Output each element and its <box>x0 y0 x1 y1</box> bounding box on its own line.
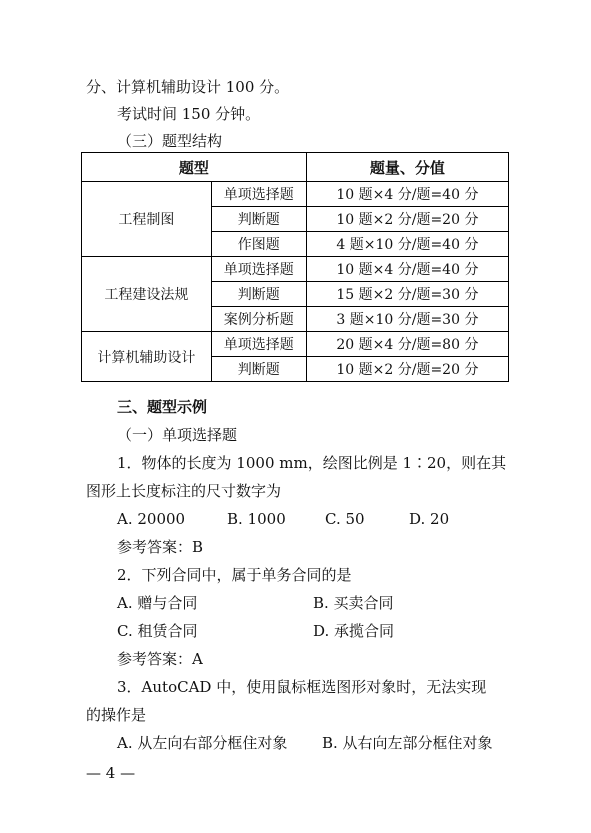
table-cell: 3 题×10 分/题=30 分 <box>306 307 508 332</box>
table-row <box>82 257 509 282</box>
answer-option: B. 从右向左部分框住对象 <box>322 734 493 752</box>
question-structure-table <box>81 152 509 382</box>
answer-option: A. 20000 <box>117 510 186 528</box>
text-line: 考试时间 150 分钟。 <box>117 105 261 123</box>
answer-option: D. 承揽合同 <box>313 622 395 640</box>
text-line: 分、计算机辅助设计 100 分。 <box>86 78 290 96</box>
answer-option: C. 50 <box>325 510 365 528</box>
table-cell: 单项选择题 <box>211 182 306 207</box>
table-cell: 判断题 <box>211 207 306 232</box>
section-subtitle: （一）单项选择题 <box>117 426 238 444</box>
table-cell: 作图题 <box>211 232 306 257</box>
question-text: 1．物体的长度为 1000 mm，绘图比例是 1∶20，则在其 <box>117 454 507 472</box>
table-header-cell: 题型 <box>82 153 307 182</box>
answer-option: D. 20 <box>409 510 450 528</box>
table-group-cell: 工程制图 <box>82 182 212 257</box>
answer-option: B. 1000 <box>227 510 286 528</box>
table-cell: 判断题 <box>211 357 306 382</box>
table-row <box>82 332 509 357</box>
table-header-row <box>82 153 509 182</box>
question-text: 的操作是 <box>86 706 147 724</box>
table-cell: 案例分析题 <box>211 307 306 332</box>
table-header-cell: 题量、分值 <box>306 153 508 182</box>
table-cell: 10 题×4 分/题=40 分 <box>306 257 508 282</box>
page-number: — 4 — <box>86 764 136 782</box>
table-cell: 单项选择题 <box>211 257 306 282</box>
answer-option: C. 租赁合同 <box>117 622 198 640</box>
table-cell: 4 题×10 分/题=40 分 <box>306 232 508 257</box>
table-cell: 15 题×2 分/题=30 分 <box>306 282 508 307</box>
answer-option: A. 从左向右部分框住对象 <box>117 734 288 752</box>
answer-option: B. 买卖合同 <box>313 594 394 612</box>
section-title: 三、题型示例 <box>117 398 208 416</box>
question-text: 2．下列合同中，属于单务合同的是 <box>117 566 352 584</box>
table-cell: 10 题×2 分/题=20 分 <box>306 357 508 382</box>
table-group-cell: 工程建设法规 <box>82 257 212 332</box>
table-cell: 10 题×4 分/题=40 分 <box>306 182 508 207</box>
table-cell: 20 题×4 分/题=80 分 <box>306 332 508 357</box>
table-group-cell: 计算机辅助设计 <box>82 332 212 382</box>
table-cell: 判断题 <box>211 282 306 307</box>
reference-answer: 参考答案：B <box>117 538 204 556</box>
table-cell: 单项选择题 <box>211 332 306 357</box>
question-text: 图形上长度标注的尺寸数字为 <box>86 482 282 500</box>
question-text: 3．AutoCAD 中，使用鼠标框选图形对象时，无法实现 <box>117 678 487 696</box>
table-cell: 10 题×2 分/题=20 分 <box>306 207 508 232</box>
table-row <box>82 182 509 207</box>
answer-option: A. 赠与合同 <box>117 594 198 612</box>
reference-answer: 参考答案：A <box>117 650 203 668</box>
section-subtitle: （三）题型结构 <box>117 132 223 150</box>
